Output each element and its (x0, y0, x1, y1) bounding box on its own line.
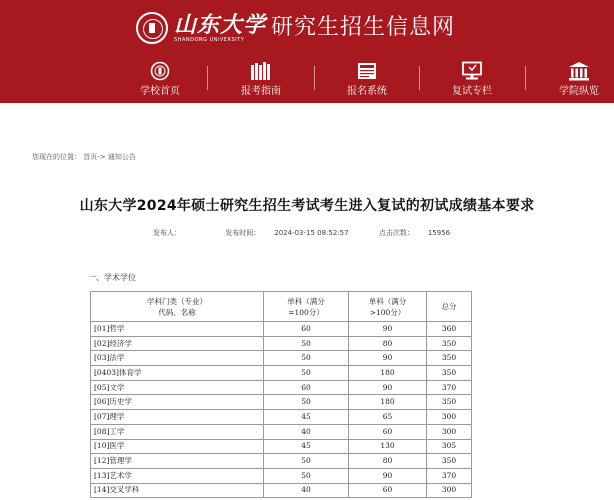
main-nav (0, 58, 614, 103)
header-single-over-100 (349, 292, 427, 322)
nav-label: 学院纵览 (559, 86, 599, 97)
cell-subject: [10]医学 (91, 439, 264, 454)
nav-item-exam-guide[interactable] (232, 58, 290, 103)
header-single-100-line1: 单科（满分 (287, 296, 325, 306)
table-body (91, 322, 472, 498)
table-row (91, 483, 472, 498)
site-title: 研究生招生信息网 (271, 15, 456, 40)
cell-single-over-100: 90 (349, 322, 427, 337)
table-row (91, 366, 472, 381)
publisher-label: 发布人： (153, 229, 181, 237)
nav-item-college-overview[interactable] (550, 58, 608, 103)
click-count-label: 点击次数： (378, 229, 414, 237)
table-row (91, 336, 472, 351)
header-subject-line1: 学科门类（专业） (147, 296, 207, 306)
table-row (91, 322, 472, 337)
cell-total: 305 (427, 439, 472, 454)
site-header (0, 0, 614, 103)
nav-divider (525, 66, 526, 90)
cell-subject: [05]文学 (91, 380, 264, 395)
click-count-field (379, 229, 464, 237)
cell-single-100: 50 (264, 468, 349, 483)
table-row (91, 439, 472, 454)
nav-label: 学校首页 (140, 86, 180, 97)
cell-subject: [08]工学 (91, 424, 264, 439)
university-seal-icon (136, 12, 168, 44)
breadcrumb-home-link[interactable]: 首页 (83, 153, 98, 161)
nav-label: 报考指南 (241, 86, 281, 97)
cell-single-100: 50 (264, 454, 349, 469)
cell-subject: [12]管理学 (91, 454, 264, 469)
publish-time-field (225, 229, 362, 237)
breadcrumb-current-link[interactable]: 通知公告 (107, 153, 136, 161)
table-row (91, 380, 472, 395)
nav-item-school-home[interactable] (131, 58, 189, 103)
cell-single-over-100: 180 (349, 366, 427, 381)
logo-cn: 山东大学 (174, 11, 267, 38)
books-icon (250, 61, 272, 81)
cell-subject: [01]哲学 (91, 322, 264, 337)
cell-single-100: 40 (264, 483, 349, 498)
click-count-value: 15956 (427, 229, 451, 237)
nav-divider (314, 66, 315, 90)
school-emblem-icon (149, 61, 171, 81)
nav-divider (207, 66, 208, 90)
nav-item-retest-column[interactable] (443, 58, 501, 103)
cell-total: 300 (427, 410, 472, 425)
cell-single-100: 60 (264, 380, 349, 395)
article-title: 山东大学2024年硕士研究生招生考试考生进入复试的初试成绩基本要求 (79, 198, 535, 214)
cell-single-over-100: 80 (349, 454, 427, 469)
nav-label: 报名系统 (347, 86, 387, 97)
score-requirements-table (90, 291, 472, 498)
table-row (91, 424, 472, 439)
cell-total: 350 (427, 395, 472, 410)
cell-single-over-100: 180 (349, 395, 427, 410)
section-heading: 一、学术学位 (88, 273, 136, 282)
table-row (91, 468, 472, 483)
cell-total: 300 (427, 424, 472, 439)
publish-time-label: 发布时间： (225, 229, 261, 237)
cell-single-100: 50 (264, 336, 349, 351)
nav-divider (419, 66, 420, 90)
logo-en: SHANDONG UNIVERSITY (174, 36, 245, 43)
monitor-icon (461, 61, 483, 81)
cell-single-100: 50 (264, 395, 349, 410)
newspaper-icon (356, 61, 378, 81)
cell-total: 350 (427, 336, 472, 351)
table-row (91, 454, 472, 469)
table-row (91, 351, 472, 366)
cell-single-over-100: 130 (349, 439, 427, 454)
cell-single-100: 45 (264, 439, 349, 454)
cell-total: 370 (427, 468, 472, 483)
cell-single-100: 60 (264, 322, 349, 337)
cell-total: 350 (427, 366, 472, 381)
cell-single-over-100: 90 (349, 468, 427, 483)
cell-total: 360 (427, 322, 472, 337)
breadcrumb-separator: -> (97, 153, 106, 161)
breadcrumb-prefix: 您现在的位置： (32, 153, 81, 161)
breadcrumb (32, 152, 136, 162)
cell-subject: [06]历史学 (91, 395, 264, 410)
publish-time-value: 2024-03-15 08:52:57 (274, 229, 349, 237)
table-row (91, 410, 472, 425)
cell-total: 350 (427, 454, 472, 469)
header-single-over-100-line1: 单科（满分 (368, 296, 407, 306)
publisher-field (153, 229, 209, 237)
cell-single-over-100: 80 (349, 336, 427, 351)
cell-single-100: 50 (264, 351, 349, 366)
header-total: 总分 (427, 292, 472, 322)
cell-subject: [13]艺术学 (91, 468, 264, 483)
cell-subject: [0403]体育学 (91, 366, 264, 381)
cell-subject: [03]法学 (91, 351, 264, 366)
table-row (91, 395, 472, 410)
cell-subject: [07]理学 (91, 410, 264, 425)
cell-single-over-100: 60 (349, 483, 427, 498)
cell-single-100: 40 (264, 424, 349, 439)
nav-label: 复试专栏 (452, 86, 492, 97)
cell-single-100: 50 (264, 366, 349, 381)
header-subject (91, 292, 264, 322)
article-meta (153, 228, 478, 238)
cell-single-over-100: 65 (349, 410, 427, 425)
building-icon (568, 61, 590, 81)
cell-single-100: 45 (264, 410, 349, 425)
cell-subject: [02]经济学 (91, 336, 264, 351)
cell-total: 300 (427, 483, 472, 498)
header-single-100 (264, 292, 349, 322)
logo-text (174, 13, 266, 44)
table-header-row (91, 292, 472, 322)
cell-single-over-100: 60 (349, 424, 427, 439)
cell-single-over-100: 90 (349, 380, 427, 395)
cell-single-over-100: 90 (349, 351, 427, 366)
header-single-over-100-line2: >100分） (369, 307, 406, 317)
cell-total: 370 (427, 380, 472, 395)
university-logo[interactable] (136, 7, 266, 49)
cell-total: 350 (427, 351, 472, 366)
header-subject-line2: 代码、名称 (158, 307, 196, 317)
cell-subject: [14]交叉学科 (91, 483, 264, 498)
header-single-100-line2: =100分） (288, 307, 324, 317)
nav-item-registration-system[interactable] (338, 58, 396, 103)
